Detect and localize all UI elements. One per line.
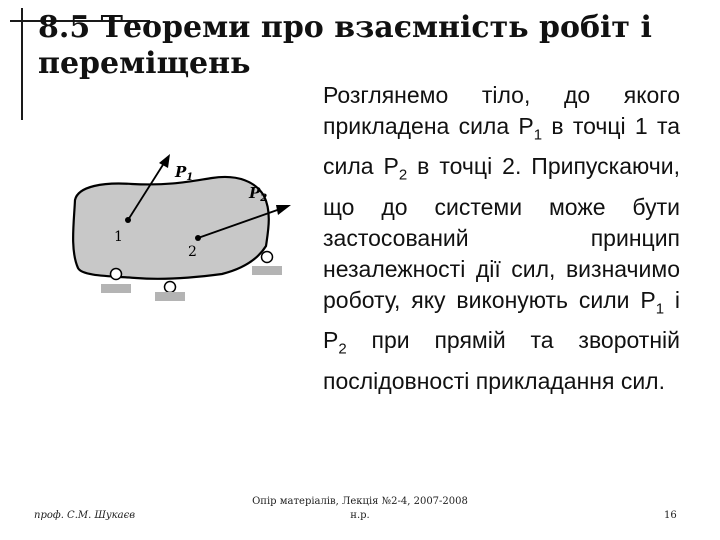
support-3-pin: [262, 252, 273, 263]
point-1-marker: [125, 217, 131, 223]
support-1-pin: [111, 269, 122, 280]
point-2-marker: [195, 235, 201, 241]
support-2-base: [155, 292, 185, 301]
footer-course-line-1: Опір матеріалів, Лекція №2-4, 2007-2008: [252, 496, 468, 507]
footer-course-line-2: н.р.: [350, 510, 370, 521]
force-p2-label: $P_2$: [249, 184, 268, 204]
slide-body-text: Розглянемо тіло, до якого прикладена сила $Р_1$ в точці 1 та сила $Р_2$ в точці 2. Припускаючи, що до системи може бути застосований принцип незалежності дії сил, визначимо роботу, яку виконують сили $Р_1$ і $Р_2$ при прямій та зворотній послідовності прикладання сил.: [323, 82, 681, 394]
force-p1-label: $P_1$: [175, 163, 194, 183]
support-2-pin: [165, 282, 176, 293]
elastic-body: [73, 177, 269, 279]
point-1-label: 1: [114, 229, 123, 245]
force-diagram: [42, 128, 305, 338]
support-3-base: [252, 266, 282, 275]
footer-author: проф. С.М. Шукаєв: [34, 510, 136, 521]
slide-title: 8.5 Теореми про взаємність робіт і переміщень: [38, 10, 652, 81]
point-2-label: 2: [188, 244, 197, 260]
title-frame-vertical: [21, 8, 23, 120]
footer-course: [240, 495, 480, 523]
support-1-base: [101, 284, 131, 293]
footer-page-number: 16: [664, 510, 677, 521]
